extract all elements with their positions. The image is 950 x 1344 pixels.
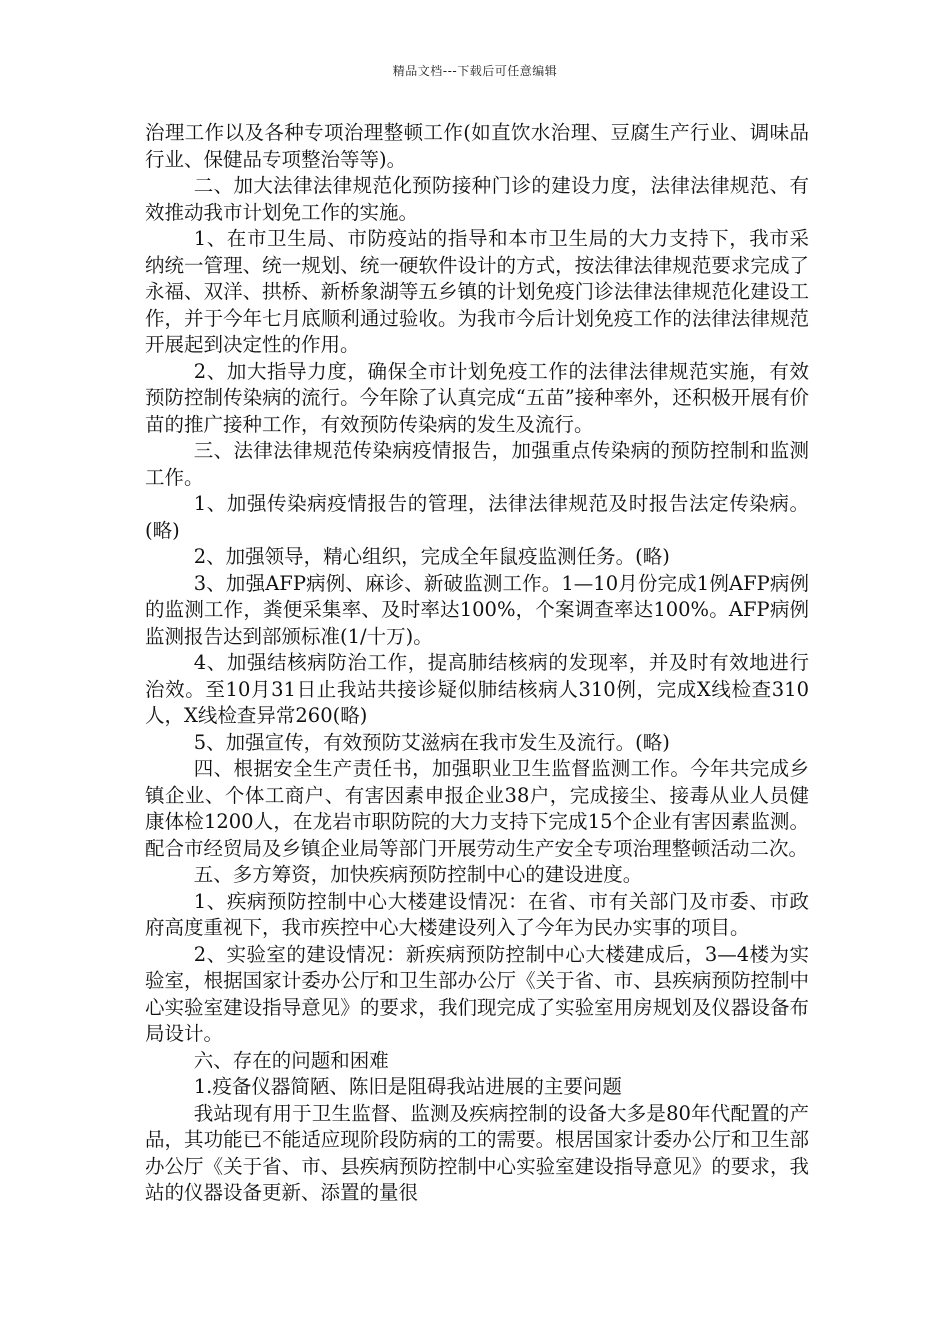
paragraph-2: 1、在市卫生局、市防疫站的指导和本市卫生局的大力支持下，我市采纳统一管理、统一规划、统一硬软件设计的方式，按法律法律规范要求完成了永福、双洋、拱桥、新桥象湖等五乡镇的计划免疫门诊法律法律规范化建设工作，并于今年七月底顺利通过验收。为我市今后计划免疫工作的法律法律规范开展起到决定性的作用。 [145, 227, 809, 356]
paragraph-11: 五、多方筹资，加快疾病预防控制中心的建设进度。 [193, 863, 643, 886]
paragraph-12: 1、疾病预防控制中心大楼建设情况：在省、市有关部门及市委、市政府高度重视下，我市疾控中心大楼建设列入了今年为民办实事的项目。 [145, 889, 809, 939]
paragraph-13: 2、实验室的建设情况：新疾病预防控制中心大楼建成后，3—4楼为实验室，根据国家计委办公厅和卫生部办公厅《关于省、市、县疾病预防控制中心实验室建设指导意见》的要求，我们现完成了实验室用房规划及仪器设备布局设计。 [145, 942, 809, 1045]
paragraph-10: 四、根据安全生产责任书，加强职业卫生监督监测工作。今年共完成乡镇企业、个体工商户、有害因素申报企业38户，完成接尘、接毒从业人员健康体检1200人，在龙岩市职防院的大力支持下完成15个企业有害因素监测。配合市经贸局及乡镇企业局等部门开展劳动生产安全专项治理整顿活动二次。 [145, 757, 809, 860]
paragraph-9: 5、加强宣传，有效预防艾滋病在我市发生及流行。(略) [193, 730, 670, 754]
paragraph-7: 3、加强AFP病例、麻诊、新破监测工作。1—10月份完成1例AFP病例的监测工作，粪便采集率、及时率达100%，个案调查率达100%。AFP病例监测报告达到部颁标准(1/十万)。 [145, 571, 809, 648]
paragraph-6: 2、加强领导，精心组织，完成全年鼠疫监测任务。(略) [193, 545, 670, 568]
paragraph-8: 4、加强结核病防治工作，提高肺结核病的发现率，并及时有效地进行治效。至10月31日止我站共接诊疑似肺结核病人310例，完成X线检查310人，X线检查异常260(略) [145, 651, 809, 727]
paragraph-0: 治理工作以及各种专项治理整顿工作(如直饮水治理、豆腐生产行业、调味品行业、保健品专项整治等等)。 [145, 121, 809, 171]
document-body [145, 120, 809, 1207]
paragraph-14: 六、存在的问题和困难 [193, 1048, 389, 1072]
paragraph-5: 1、加强传染病疫情报告的管理，法律法律规范及时报告法定传染病。(略) [145, 492, 809, 542]
page-header: 精品文档---下载后可任意编辑 [392, 64, 558, 78]
paragraph-15: 1.疫备仪器简陋、陈旧是阻碍我站进展的主要问题 [193, 1075, 622, 1098]
paragraph-3: 2、加大指导力度，确保全市计划免疫工作的法律法律规范实施，有效预防控制传染病的流行。今年除了认真完成“五苗”接种率外，还积极开展有价苗的推广接种工作，有效预防传染病的发生及流行。 [145, 359, 809, 436]
paragraph-16: 我站现有用于卫生监督、监测及疾病控制的设备大多是80年代配置的产品，其功能已不能适应现阶段防病的工的需要。根居国家计委办公厅和卫生部办公厅《关于省、市、县疾病预防控制中心实验室建设指导意见》的要求，我站的仪器设备更新、添置的量很 [145, 1101, 809, 1204]
paragraph-1: 二、加大法律法律规范化预防接种门诊的建设力度，法律法律规范、有效推动我市计划免工作的实施。 [145, 174, 809, 224]
paragraph-4: 三、法律法律规范传染病疫情报告，加强重点传染病的预防控制和监测工作。 [145, 439, 809, 489]
